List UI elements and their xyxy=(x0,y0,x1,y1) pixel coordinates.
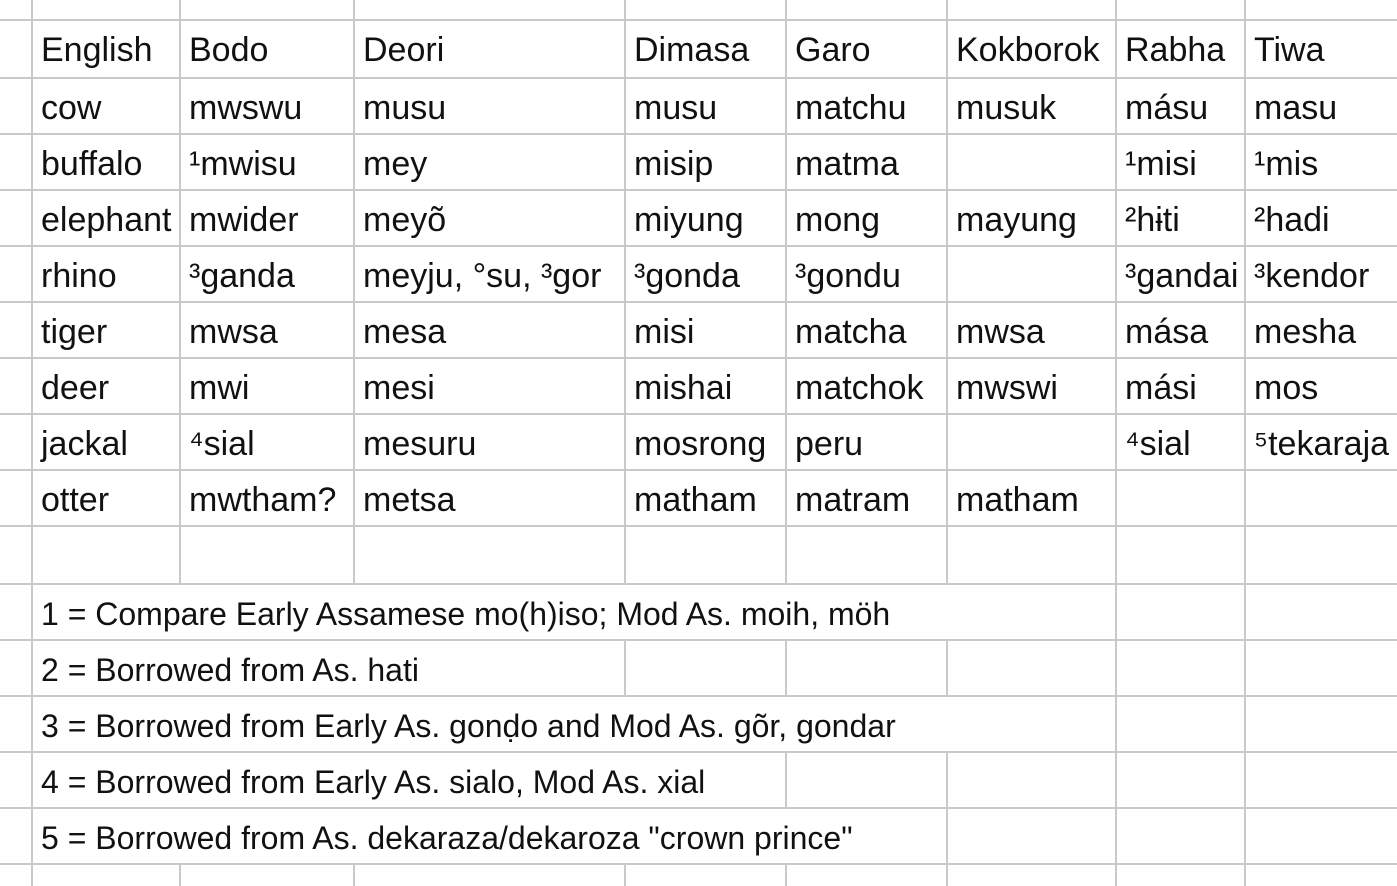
footnote-1: 1 = Compare Early Assamese mo(h)iso; Mod As. moih, möh xyxy=(41,596,891,632)
table-cell: mesuru xyxy=(363,425,477,463)
table-cell: ¹misi xyxy=(1125,145,1197,183)
column-header: Tiwa xyxy=(1254,31,1325,69)
table-cell: matcha xyxy=(795,313,907,351)
table-cell: ²hɨti xyxy=(1125,201,1180,239)
table-cell: mong xyxy=(795,201,881,239)
footnote-5: 5 = Borrowed from As. dekaraza/dekaroza "crown prince" xyxy=(41,820,853,856)
column-header: Garo xyxy=(795,31,871,69)
table-cell: ³gandai xyxy=(1125,257,1239,295)
table-cell: mwsa xyxy=(956,313,1045,351)
footnote-4: 4 = Borrowed from Early As. sialo, Mod As. xial xyxy=(41,764,706,800)
table-cell: mosrong xyxy=(634,425,767,463)
table-cell: musuk xyxy=(956,89,1057,127)
column-header: English xyxy=(41,31,153,69)
table-cell: ³ganda xyxy=(189,257,295,295)
table-cell: mási xyxy=(1125,369,1197,407)
table-cell: mesha xyxy=(1254,313,1357,351)
table-cell: matram xyxy=(795,481,911,519)
table-cell: mishai xyxy=(634,369,733,407)
footnote-3: 3 = Borrowed from Early As. gonḍo and Mod As. gõr, gondar xyxy=(41,708,896,744)
table-cell: mwswu xyxy=(189,89,303,127)
column-header: Bodo xyxy=(189,31,269,69)
table-cell: misip xyxy=(634,145,714,183)
table-cell: meyõ xyxy=(363,201,447,239)
table-cell: metsa xyxy=(363,481,456,519)
table-cell: ⁴sial xyxy=(1125,425,1191,463)
table-cell: ³gonda xyxy=(634,257,740,295)
row-label: buffalo xyxy=(41,145,143,183)
column-header: Dimasa xyxy=(634,31,750,69)
table-cell: mwi xyxy=(189,369,250,407)
table-cell: ¹mis xyxy=(1254,145,1319,183)
table-cell: matma xyxy=(795,145,899,183)
table-cell: meyju, °su, ³gor xyxy=(363,257,602,295)
row-label: elephant xyxy=(41,201,172,239)
row-label: jackal xyxy=(41,425,128,463)
row-label: cow xyxy=(41,89,102,127)
row-label: deer xyxy=(41,369,110,407)
table-cell: mwswi xyxy=(956,369,1058,407)
table-cell: mása xyxy=(1125,313,1209,351)
column-header: Rabha xyxy=(1125,31,1226,69)
table-cell: musu xyxy=(634,89,718,127)
table-cell: matchu xyxy=(795,89,907,127)
table-cell: matham xyxy=(956,481,1079,519)
table-cell: mayung xyxy=(956,201,1077,239)
column-header: Kokborok xyxy=(956,31,1100,69)
table-cell: ¹mwisu xyxy=(189,145,297,183)
column-header: Deori xyxy=(363,31,445,69)
table-cell: ³kendor xyxy=(1254,257,1370,295)
table-cell: matchok xyxy=(795,369,924,407)
table-cell: matham xyxy=(634,481,757,519)
row-label: otter xyxy=(41,481,110,519)
table-cell: miyung xyxy=(634,201,744,239)
table-cell: misi xyxy=(634,313,695,351)
table-cell: mesi xyxy=(363,369,435,407)
table-cell: ³gondu xyxy=(795,257,901,295)
row-label: rhino xyxy=(41,257,117,295)
table-cell: mwider xyxy=(189,201,299,239)
table-cell: peru xyxy=(795,425,864,463)
table-cell: ⁵tekaraja xyxy=(1254,425,1390,463)
table-cell: mey xyxy=(363,145,428,183)
row-label: tiger xyxy=(41,313,108,351)
table-cell: mwtham? xyxy=(189,481,337,519)
table-cell: mos xyxy=(1254,369,1319,407)
table-cell: mwsa xyxy=(189,313,278,351)
table-cell: ²hadi xyxy=(1254,201,1330,239)
table-cell: mesa xyxy=(363,313,447,351)
table-cell: musu xyxy=(363,89,447,127)
footnote-2: 2 = Borrowed from As. hati xyxy=(41,652,419,688)
table-cell: masu xyxy=(1254,89,1338,127)
table-cell: másu xyxy=(1125,89,1209,127)
table-cell: ⁴sial xyxy=(189,425,255,463)
